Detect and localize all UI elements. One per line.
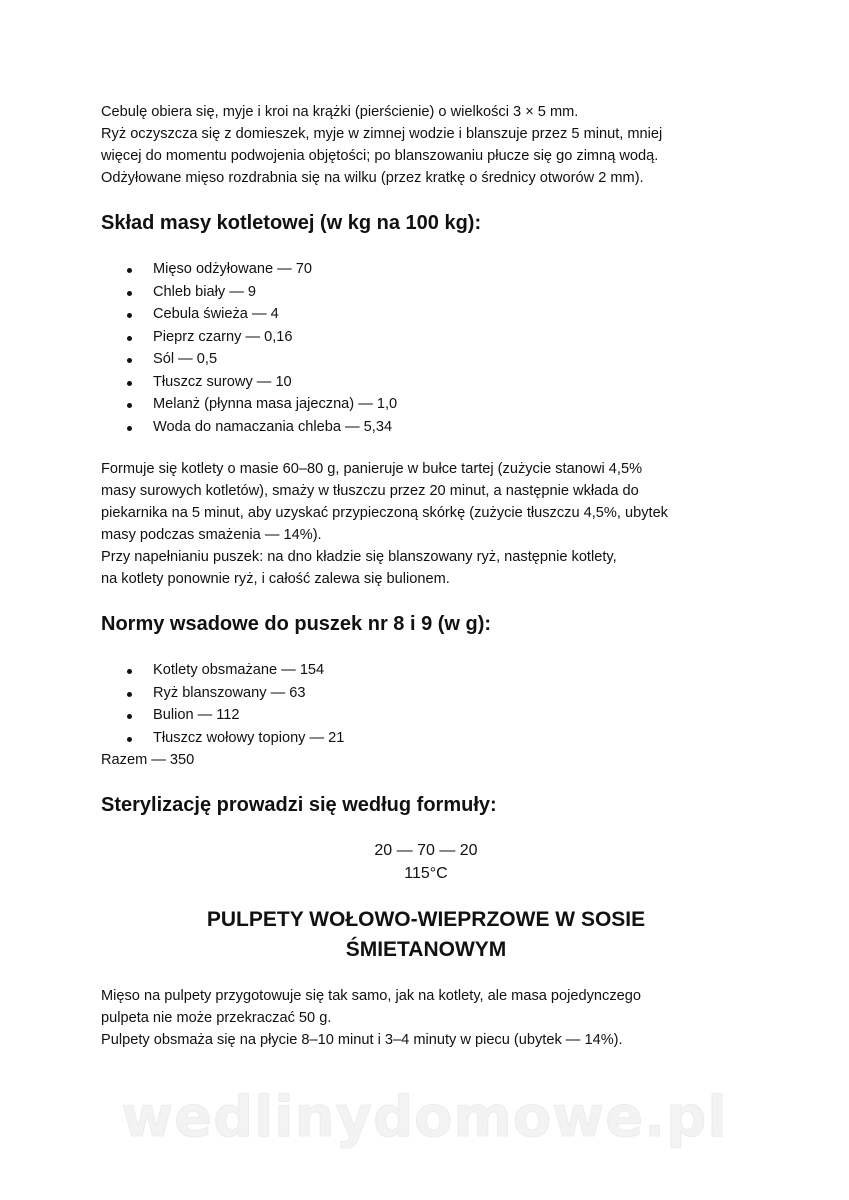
list-item: Woda do namaczania chleba — 5,34	[101, 416, 751, 439]
list-item: Pieprz czarny — 0,16	[101, 326, 751, 349]
watermark: wedlinydomowe.pl	[121, 1085, 728, 1150]
bullet-icon	[127, 692, 132, 697]
bullet-icon	[127, 737, 132, 742]
list-item: Mięso odżyłowane — 70	[101, 258, 751, 281]
bullet-icon	[127, 336, 132, 341]
intro-line: więcej do momentu podwojenia objętości; po blanszowaniu płucze się go zimną wodą.	[101, 148, 659, 164]
bullet-icon	[127, 403, 132, 408]
intro-line: Odżyłowane mięso rozdrabnia się na wilku (przez kratkę o średnicy otworów 2 mm).	[101, 170, 644, 186]
list-item: Chleb biały — 9	[101, 281, 751, 304]
section-heading-composition: Skład masy kotletowej (w kg na 100 kg):	[101, 212, 482, 234]
intro-paragraph	[101, 101, 751, 189]
formula-times: 20 — 70 — 20	[374, 842, 478, 859]
list-item: Melanż (płynna masa jajeczna) — 1,0	[101, 393, 751, 416]
recipe-line: Mięso na pulpety przygotowuje się tak samo, jak na kotlety, ale masa pojedynczego	[101, 988, 641, 1004]
process-paragraph	[101, 458, 751, 590]
composition-list	[101, 258, 751, 438]
bullet-icon	[127, 381, 132, 386]
bullet-icon	[127, 291, 132, 296]
list-item: Sól — 0,5	[101, 348, 751, 371]
bullet-icon	[127, 714, 132, 719]
process-line: Przy napełnianiu puszek: na dno kładzie się blanszowany ryż, następnie kotlety,	[101, 549, 617, 565]
can-norms-total: Razem — 350	[101, 752, 195, 768]
document-page	[101, 98, 751, 1051]
list-item: Kotlety obsmażane — 154	[101, 659, 751, 682]
list-item: Tłuszcz wołowy topiony — 21	[101, 727, 751, 750]
section-heading-can-norms: Normy wsadowe do puszek nr 8 i 9 (w g):	[101, 613, 492, 635]
intro-line: Ryż oczyszcza się z domieszek, myje w zimnej wodzie i blanszuje przez 5 minut, mniej	[101, 126, 663, 142]
process-line: masy podczas smażenia — 14%).	[101, 527, 322, 543]
list-item: Ryż blanszowany — 63	[101, 682, 751, 705]
can-norms-list	[101, 659, 751, 749]
bullet-icon	[127, 426, 132, 431]
bullet-icon	[127, 358, 132, 363]
process-line: masy surowych kotletów), smaży w tłuszczu przez 20 minut, a następnie wkłada do	[101, 483, 639, 499]
sterilization-formula	[101, 839, 751, 885]
formula-temperature: 115°C	[404, 865, 448, 882]
list-item: Cebula świeża — 4	[101, 303, 751, 326]
recipe-title: PULPETY WOŁOWO-WIEPRZOWE W SOSIE ŚMIETANOWYM	[206, 908, 646, 961]
bullet-icon	[127, 313, 132, 318]
recipe-line: Pulpety obsmaża się na płycie 8–10 minut i 3–4 minuty w piecu (ubytek — 14%).	[101, 1032, 623, 1048]
process-line: na kotlety ponownie ryż, i całość zalewa się bulionem.	[101, 571, 450, 587]
list-item: Bulion — 112	[101, 704, 751, 727]
process-line: piekarnika na 5 minut, aby uzyskać przypieczoną skórkę (zużycie tłuszczu 4,5%, ubytek	[101, 505, 668, 521]
section-heading-sterilization: Sterylizację prowadzi się według formuły:	[101, 794, 497, 816]
process-line: Formuje się kotlety o masie 60–80 g, panieruje w bułce tartej (zużycie stanowi 4,5%	[101, 461, 643, 477]
intro-line: Cebulę obiera się, myje i kroi na krążki (pierścienie) o wielkości 3 × 5 mm.	[101, 104, 579, 120]
recipe-paragraph	[101, 985, 751, 1051]
bullet-icon	[127, 268, 132, 273]
bullet-icon	[127, 669, 132, 674]
list-item: Tłuszcz surowy — 10	[101, 371, 751, 394]
recipe-line: pulpeta nie może przekraczać 50 g.	[101, 1010, 332, 1026]
